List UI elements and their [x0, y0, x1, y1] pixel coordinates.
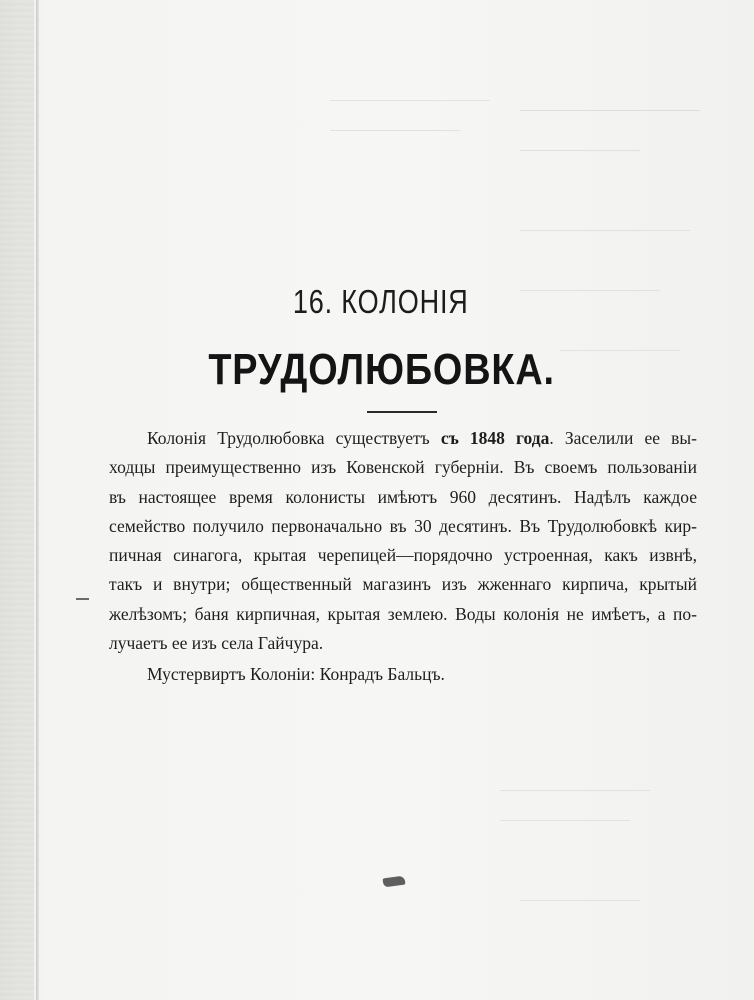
mustervirt-signature-line: Мустервиртъ Колоніи: Конрадъ Бальцъ.	[147, 664, 445, 685]
binding-edge	[0, 0, 34, 1000]
paragraph-line: такъ и внутри; общественный магазинъ изъ жженнаго кирпича, крытый	[109, 574, 697, 595]
title-rule-divider	[367, 411, 437, 413]
paragraph-text: . Заселили ее вы-	[549, 428, 697, 448]
paragraph-line	[109, 424, 697, 453]
colony-number-heading: 16. КОЛОНІЯ	[292, 283, 469, 320]
colony-description	[109, 424, 697, 690]
scan-artifact-speck	[382, 876, 405, 888]
paragraph-line: желѣзомъ; баня кирпичная, крытая землею. Воды колонія не имѣетъ, а по-	[109, 603, 697, 624]
founding-year-bold: съ 1848 года	[440, 428, 550, 448]
margin-mark	[76, 598, 89, 600]
paragraph-line: ходцы преимущественно изъ Ковенской губерніи. Въ своемъ пользованіи	[109, 457, 697, 478]
paragraph-line: семейство получило первоначально въ 30 десятинъ. Въ Трудолюбовкѣ кир-	[109, 515, 697, 536]
paragraph-text: Колонія Трудолюбовка существуетъ	[147, 428, 441, 448]
paragraph-line: пичная синагога, крытая черепицей—порядочно устроенная, какъ извнѣ,	[109, 545, 697, 566]
page-gutter	[36, 0, 39, 1000]
paragraph-line: въ настоящее время колонисты имѣютъ 960 десятинъ. Надѣлъ каждое	[109, 486, 697, 507]
paragraph-line: лучаетъ ее изъ села Гайчура.	[109, 633, 324, 654]
colony-title-heading: ТРУДОЛЮБОВКА.	[208, 345, 555, 394]
